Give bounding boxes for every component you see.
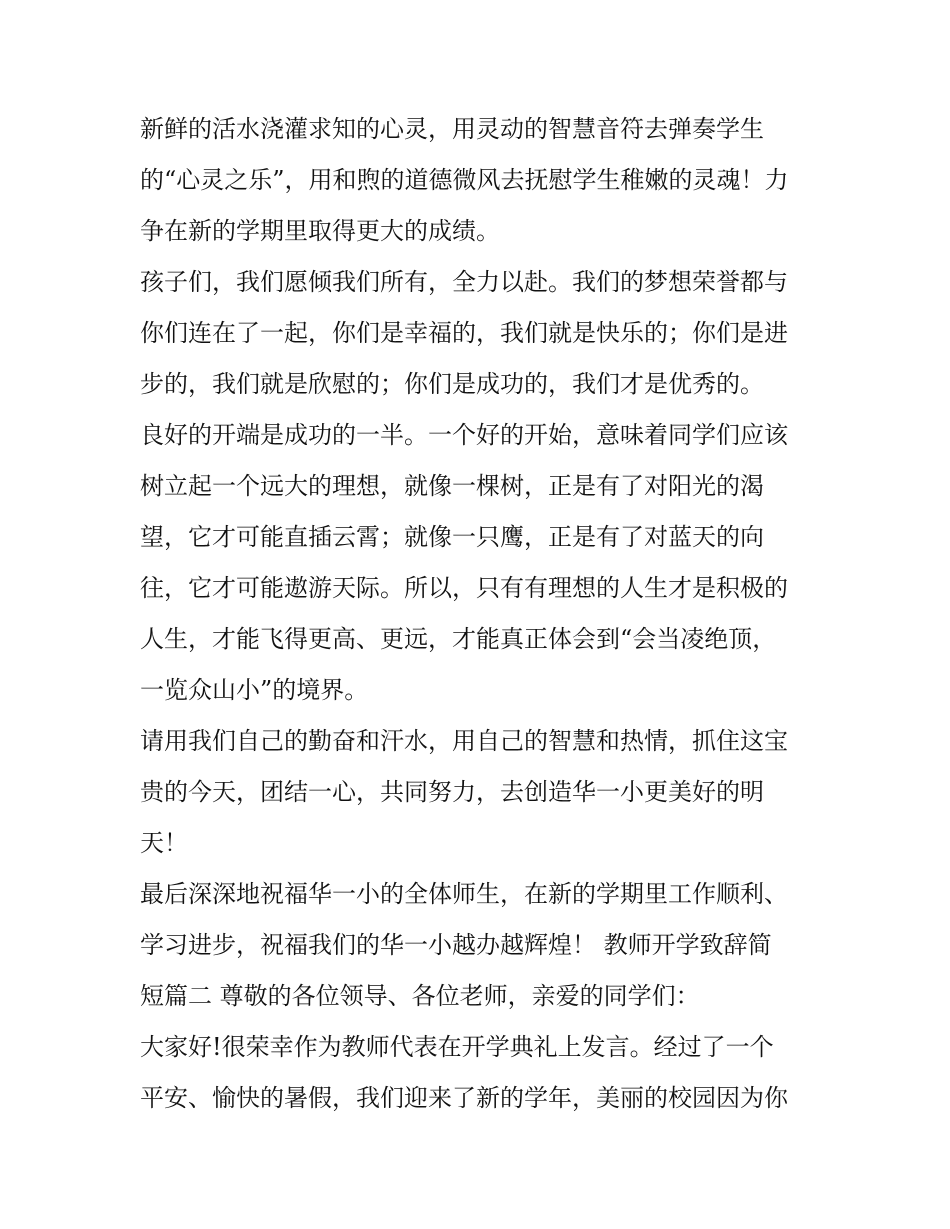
text-line: 短篇二 尊敬的各位领导、各位老师，亲爱的同学们： [140, 982, 700, 1010]
text-line: 树立起一个远大的理想，就像一棵树，正是有了对阳光的渴 [140, 472, 764, 500]
text-line: 望，它才可能直插云霄；就像一只鹰，正是有了对蓝天的向 [140, 523, 764, 551]
text-line: 请用我们自己的勤奋和汗水，用自己的智慧和热情，抓住这宝 [140, 727, 788, 755]
body-text [140, 104, 830, 1124]
text-line: 人生，才能飞得更高、更远，才能真正体会到“会当凌绝顶， [140, 625, 777, 653]
text-line: 往，它才可能遨游天际。所以，只有有理想的人生才是积极的 [140, 574, 788, 602]
text-line: 学习进步，祝福我们的华一小越办越辉煌！ 教师开学致辞简 [140, 931, 772, 959]
text-line: 的“心灵之乐”，用和煦的道德微风去抚慰学生稚嫩的灵魂！力 [140, 166, 789, 194]
text-line: 一览众山小”的境界。 [140, 676, 369, 704]
text-line: 天！ [140, 829, 188, 857]
text-line: 良好的开端是成功的一半。一个好的开始，意味着同学们应该 [140, 421, 788, 449]
text-line: 步的，我们就是欣慰的；你们是成功的，我们才是优秀的。 [140, 370, 764, 398]
text-line: 最后深深地祝福华一小的全体师生，在新的学期里工作顺利、 [140, 880, 788, 908]
text-line: 新鲜的活水浇灌求知的心灵，用灵动的智慧音符去弹奏学生 [140, 115, 764, 143]
text-line: 你们连在了一起，你们是幸福的，我们就是快乐的；你们是进 [140, 319, 788, 347]
text-line: 平安、愉快的暑假，我们迎来了新的学年，美丽的校园因为你 [140, 1084, 788, 1112]
text-line: 贵的今天，团结一心，共同努力，去创造华一小更美好的明 [140, 778, 764, 806]
text-line: 孩子们，我们愿倾我们所有，全力以赴。我们的梦想荣誉都与 [140, 268, 788, 296]
text-line: 争在新的学期里取得更大的成绩。 [140, 217, 500, 245]
text-line: 大家好!很荣幸作为教师代表在开学典礼上发言。经过了一个 [140, 1033, 774, 1061]
